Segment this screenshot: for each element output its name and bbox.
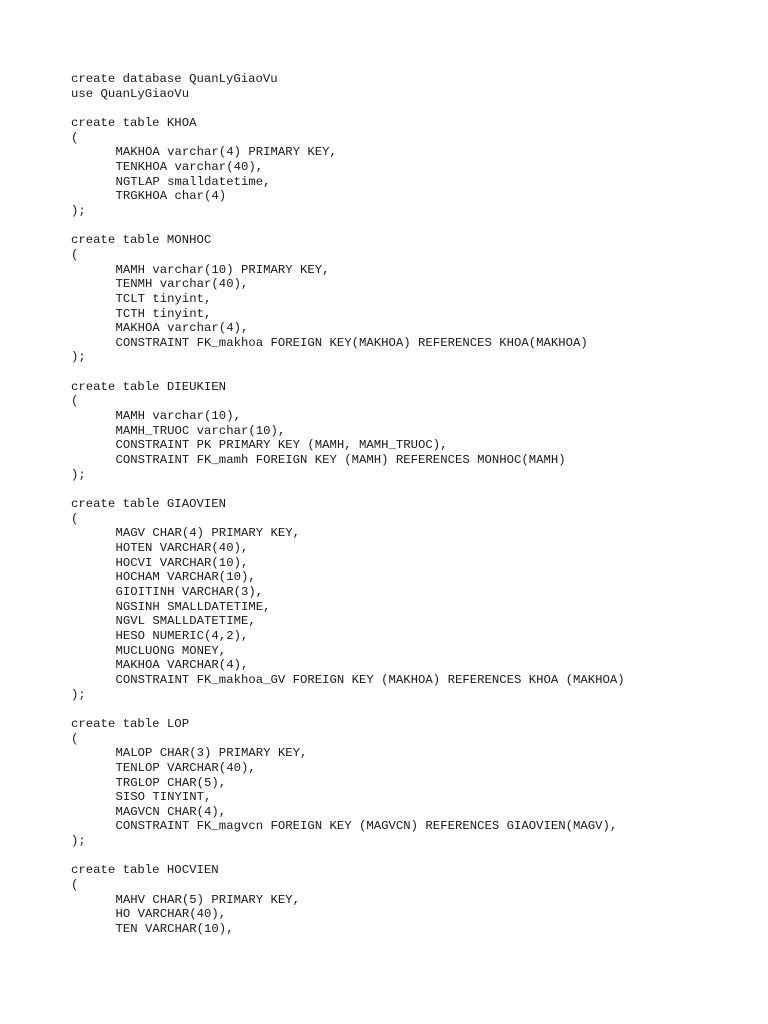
code-line: HOCVI VARCHAR(10), — [115, 555, 249, 570]
code-line: ); — [71, 203, 86, 218]
code-line: create table DIEUKIEN — [71, 379, 226, 394]
code-line: CONSTRAINT FK_makhoa FOREIGN KEY(MAKHOA) REFERENCES KHOA(MAKHOA) — [115, 335, 588, 350]
code-line: MAMH_TRUOC varchar(10), — [115, 423, 286, 438]
code-line: create table KHOA — [71, 115, 197, 130]
code-line: create table HOCVIEN — [71, 863, 219, 878]
code-line: CONSTRAINT PK PRIMARY KEY (MAMH, MAMH_TRUOC), — [115, 438, 448, 453]
code-line: MAMH varchar(10) PRIMARY KEY, — [115, 262, 330, 277]
code-line: create table GIAOVIEN — [71, 497, 226, 512]
blank-line — [71, 849, 625, 864]
code-line: ); — [71, 834, 86, 849]
code-line: CONSTRAINT FK_mamh FOREIGN KEY (MAMH) REFERENCES MONHOC(MAMH) — [115, 453, 566, 468]
code-line: MAMH varchar(10), — [115, 409, 241, 424]
code-line: CONSTRAINT FK_magvcn FOREIGN KEY (MAGVCN) REFERENCES GIAOVIEN(MAGV), — [115, 819, 618, 834]
code-line: ); — [71, 350, 86, 365]
code-line: TCTH tinyint, — [115, 306, 212, 321]
code-line: ( — [71, 130, 79, 145]
code-line: HESO NUMERIC(4,2), — [115, 628, 249, 643]
code-line: MALOP CHAR(3) PRIMARY KEY, — [115, 746, 308, 761]
code-line: HO VARCHAR(40), — [115, 907, 227, 922]
code-line: SISO TINYINT, — [115, 790, 212, 805]
code-line: MUCLUONG MONEY, — [115, 643, 227, 658]
code-line: NGSINH SMALLDATETIME, — [115, 599, 271, 614]
blank-line — [71, 365, 625, 380]
code-line: MAKHOA varchar(4) PRIMARY KEY, — [115, 145, 337, 160]
code-line: GIOITINH VARCHAR(3), — [115, 584, 264, 599]
code-line: NGVL SMALLDATETIME, — [115, 614, 256, 629]
code-line: create table LOP — [71, 716, 190, 731]
code-line: MAHV CHAR(5) PRIMARY KEY, — [115, 892, 300, 907]
code-line: ); — [71, 687, 86, 702]
sql-code-block — [71, 72, 625, 937]
code-line: TEN VARCHAR(10), — [115, 922, 234, 937]
code-line: HOCHAM VARCHAR(10), — [115, 570, 256, 585]
code-line: create database QuanLyGiaoVu — [71, 72, 278, 86]
blank-line — [71, 101, 625, 116]
code-line: ( — [71, 878, 79, 893]
code-line: ( — [71, 511, 79, 526]
code-line: create table MONHOC — [71, 233, 212, 248]
code-line: CONSTRAINT FK_makhoa_GV FOREIGN KEY (MAKHOA) REFERENCES KHOA (MAKHOA) — [115, 672, 625, 687]
blank-line — [71, 702, 625, 717]
code-line: use QuanLyGiaoVu — [71, 86, 190, 101]
code-line: TENKHOA varchar(40), — [115, 159, 264, 174]
code-line: TENLOP VARCHAR(40), — [115, 760, 256, 775]
code-line: MAKHOA VARCHAR(4), — [115, 658, 249, 673]
code-line: MAGV CHAR(4) PRIMARY KEY, — [115, 526, 300, 541]
code-line: TRGLOP CHAR(5), — [115, 775, 227, 790]
code-line: MAKHOA varchar(4), — [115, 321, 249, 336]
code-line: ( — [71, 394, 79, 409]
code-line: ( — [71, 731, 79, 746]
code-line: ( — [71, 247, 79, 262]
blank-line — [71, 482, 625, 497]
code-line: MAGVCN CHAR(4), — [115, 804, 227, 819]
code-line: HOTEN VARCHAR(40), — [115, 541, 249, 555]
code-line: TRGKHOA char(4) — [115, 189, 227, 204]
code-line: ); — [71, 467, 86, 482]
code-line: TCLT tinyint, — [115, 291, 212, 306]
code-line: NGTLAP smalldatetime, — [115, 174, 271, 189]
code-line: TENMH varchar(40), — [115, 277, 249, 292]
blank-line — [71, 219, 625, 234]
